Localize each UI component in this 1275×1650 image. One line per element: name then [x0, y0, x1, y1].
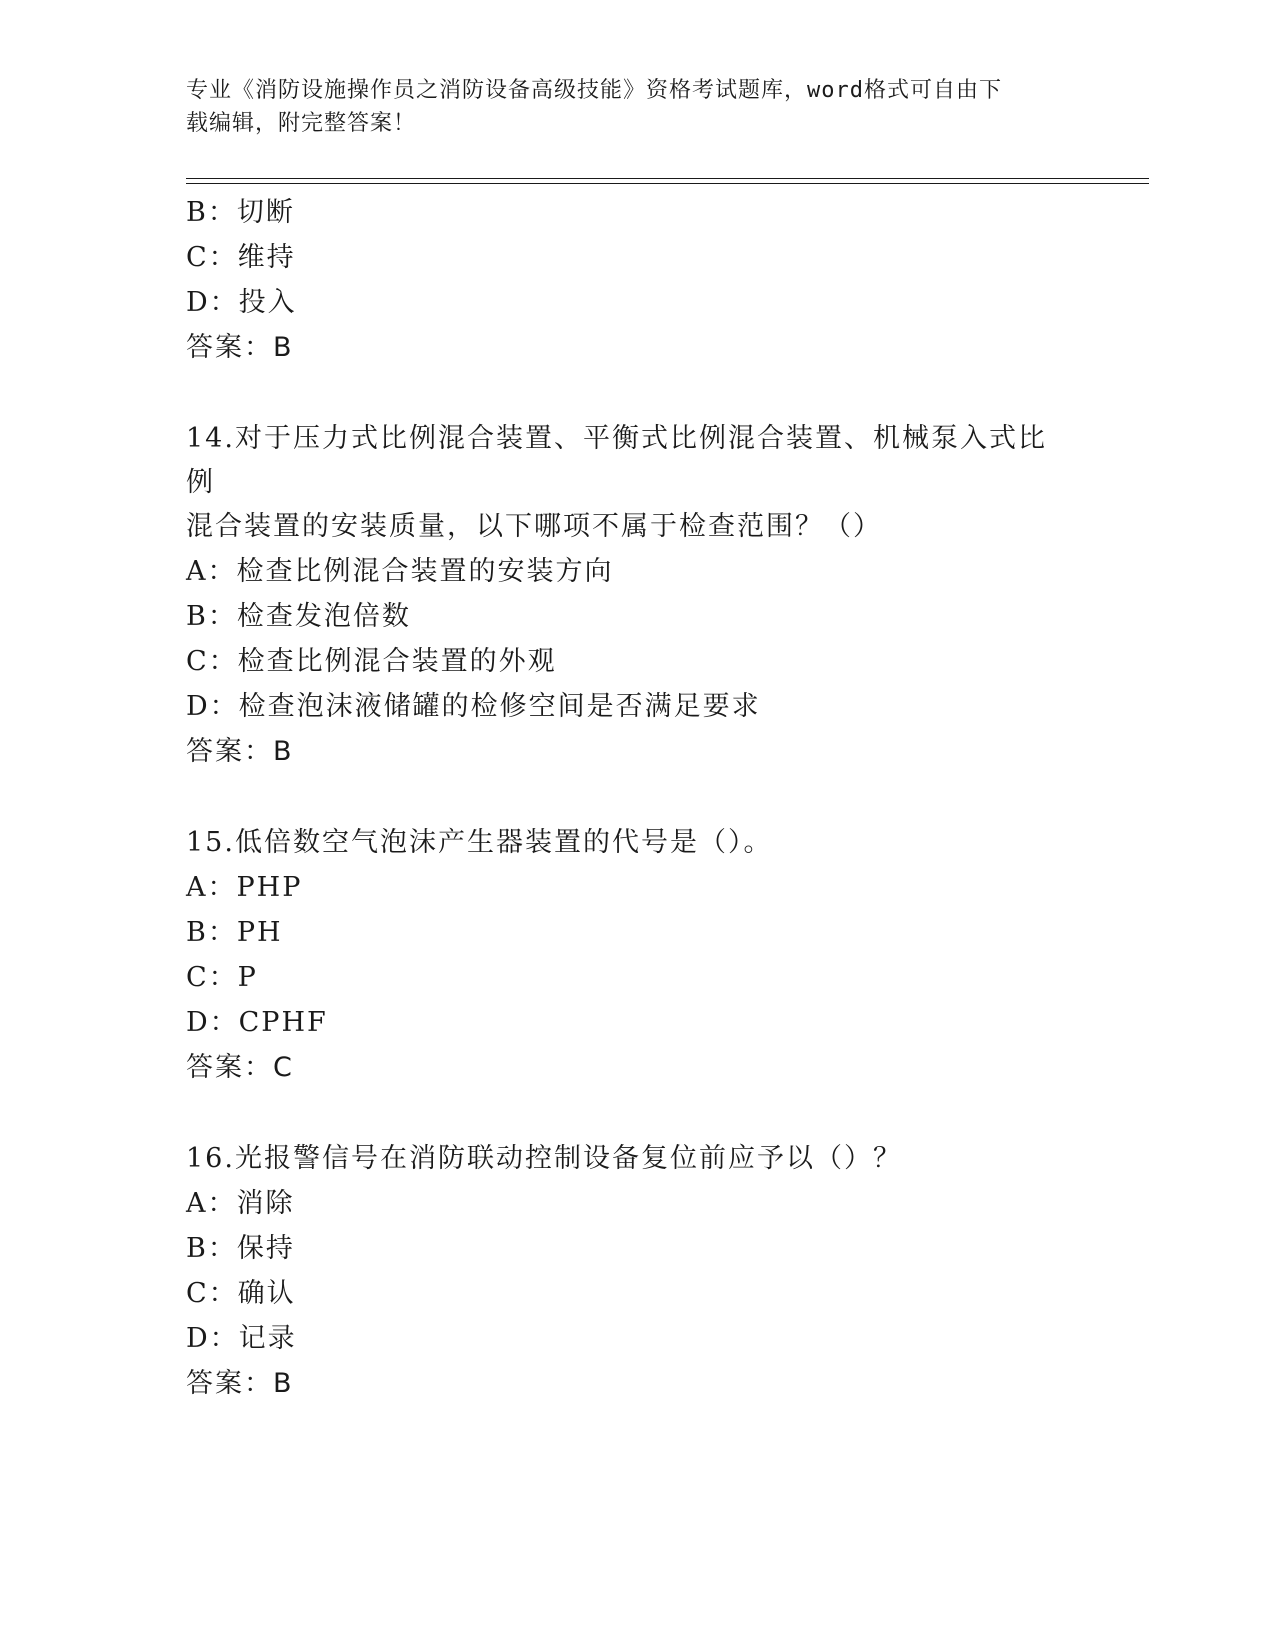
option-b: B：检查发泡倍数 [186, 601, 411, 632]
option-b: B：保持 [186, 1233, 295, 1264]
option-d: D：检查泡沫液储罐的检修空间是否满足要求 [186, 691, 761, 722]
option-d: D：投入 [186, 287, 297, 318]
question-stem: 16.光报警信号在消防联动控制设备复位前应予以（）？ [186, 1143, 902, 1174]
option-b: B：切断 [186, 197, 295, 228]
option-c: C：维持 [186, 242, 296, 273]
question-gap [186, 774, 1086, 821]
header-line-2: 载编辑，附完整答案！ [186, 111, 417, 136]
question-gap [186, 1090, 1086, 1137]
option-a: A：检查比例混合装置的安装方向 [186, 556, 614, 587]
option-c: C：检查比例混合装置的外观 [186, 646, 557, 677]
document-header [186, 74, 1066, 140]
question-14 [186, 417, 1086, 774]
answer-line: 答案：C [186, 1052, 294, 1083]
question-list [186, 190, 1086, 1406]
question-gap [186, 370, 1086, 417]
option-d: D：CPHF [186, 1007, 328, 1038]
question-16 [186, 1137, 1086, 1406]
question-13-tail [186, 190, 1086, 370]
option-b: B：PH [186, 917, 283, 948]
question-stem-line-1: 14.对于压力式比例混合装置、平衡式比例混合装置、机械泵入式比例 [186, 423, 1047, 498]
answer-line: 答案：B [186, 736, 294, 767]
question-stem-line-2: 混合装置的安装质量，以下哪项不属于检查范围？（） [186, 511, 882, 542]
option-a: A：PHP [186, 872, 303, 903]
option-a: A：消除 [186, 1188, 295, 1219]
header-rule-top [186, 178, 1149, 179]
option-c: C：确认 [186, 1278, 296, 1309]
answer-line: 答案：B [186, 1368, 294, 1399]
option-d: D：记录 [186, 1323, 297, 1354]
question-15 [186, 821, 1086, 1090]
header-line-1: 专业《消防设施操作员之消防设备高级技能》资格考试题库，word格式可自由下 [186, 78, 1002, 103]
question-stem: 15.低倍数空气泡沫产生器装置的代号是（）。 [186, 827, 773, 858]
answer-line: 答案：B [186, 332, 294, 363]
option-c: C：P [186, 962, 258, 993]
header-rule-bottom [186, 183, 1149, 184]
